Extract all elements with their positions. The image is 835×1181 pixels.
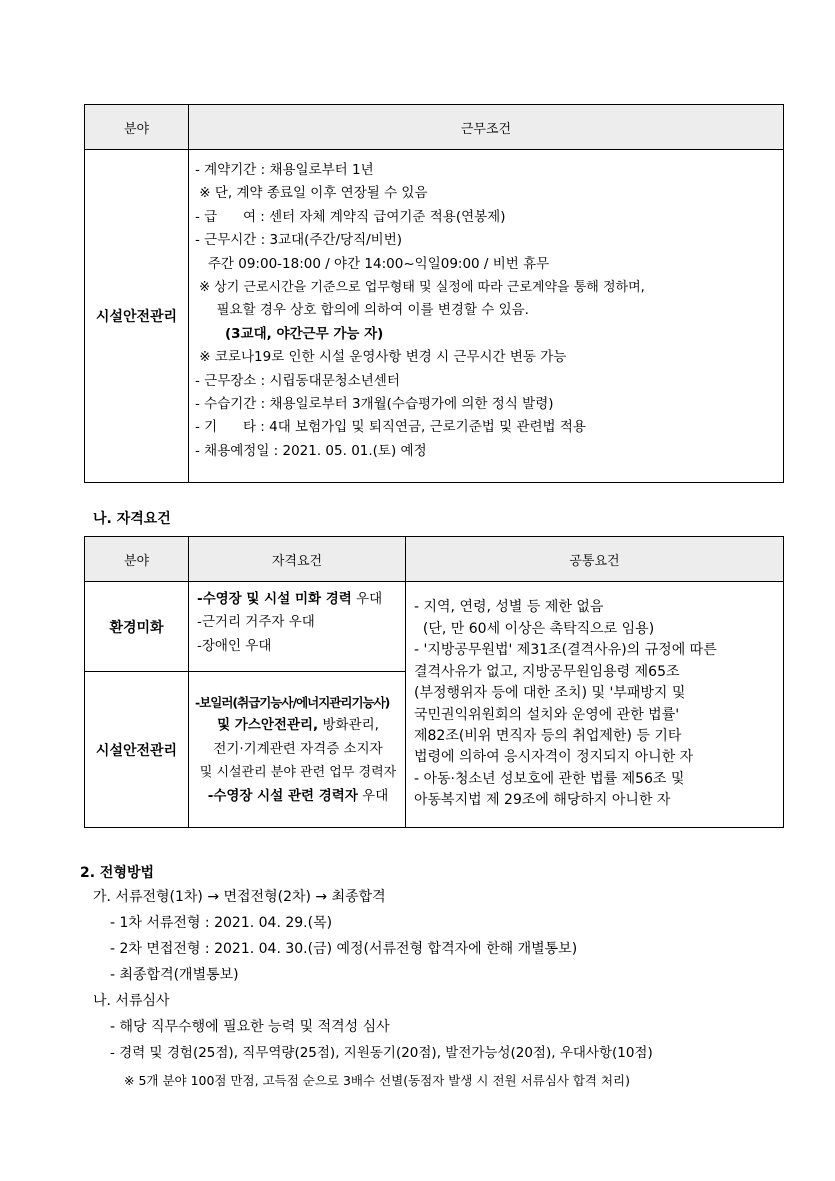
condition-line: 주간 09:00-18:00 / 야간 14:00~익일09:00 / 비번 휴무: [195, 255, 550, 272]
review-item: - 해당 직무수행에 필요한 능력 및 적격성 심사: [110, 1019, 390, 1035]
selection-item: - 2차 면접전형 : 2021. 04. 30.(금) 예정(서류전형 합격자에 한해 개별통보): [110, 941, 578, 957]
row-label-cleaning: 환경미화: [85, 582, 189, 672]
common-line: 결격사유가 없고, 지방공무원임용령 제65조: [414, 663, 680, 680]
requirement-text: 방화관리,: [318, 717, 379, 734]
document-review-title: 나. 서류심사: [93, 993, 170, 1009]
review-item: - 경력 및 경험(25점), 직무역량(25점), 지원동기(20점), 발전가능성(20점), 우대사항(10점): [110, 1045, 653, 1061]
requirement-bold: 및 가스안전관리,: [217, 717, 319, 734]
requirement-bold: -수영장 및 시설 미화 경력: [197, 591, 352, 607]
requirement-text: 전기·기계관련 자격증 소지자: [213, 740, 383, 757]
requirement-text: -장애인 우대: [197, 637, 272, 654]
condition-line: - 근무장소 : 시립동대문청소년센터: [195, 372, 400, 389]
condition-line: - 근무시간 : 3교대(주간/당직/비번): [195, 232, 403, 249]
requirement-bold: -수영장 시설 관련 경력자: [207, 787, 358, 804]
common-line: - '지방공무원법' 제31조(결격사유)의 규정에 따른: [414, 642, 717, 659]
common-line: - 아동·청소년 성보호에 관한 법률 제56조 및: [414, 770, 685, 787]
review-note: ※ 5개 분야 100점 만점, 고득점 순으로 3배수 선별(동점자 발생 시 전원 서류심사 합격 처리): [124, 1073, 630, 1088]
condition-line: - 계약기간 : 채용일로부터 1년: [195, 162, 374, 178]
common-line: (부정행위자 등에 대한 조치) 및 '부패방지 및: [414, 685, 686, 702]
condition-line: ※ 상기 근로시간을 기준으로 업무형태 및 실정에 따라 근로계약을 통해 정하며,: [195, 280, 645, 296]
common-line: 국민권익위원회의 설치와 운영에 관한 법률': [414, 706, 680, 723]
condition-line: 필요할 경우 상호 합의에 의하여 이를 변경할 수 있음.: [195, 302, 529, 319]
selection-item: - 최종합격(개별통보): [110, 967, 239, 983]
requirement-text: 및 시설관리 분야 관련 업무 경력자: [199, 765, 397, 781]
row-label-facility-safety: 시설안전관리: [85, 672, 189, 828]
work-conditions-table: [84, 104, 784, 483]
header-field: 분야: [85, 537, 189, 582]
header-field: 분야: [85, 105, 189, 150]
cleaning-requirements-cell: [189, 582, 406, 672]
qualifications-table: [84, 536, 784, 828]
requirement-text: 우대: [357, 787, 389, 804]
section-selection-method-title: 2. 전형방법: [80, 865, 155, 881]
condition-line-bold: (3교대, 야간근무 가능 자): [225, 325, 384, 342]
condition-line: - 급 여 : 센터 자체 계약직 급여기준 적용(연봉제): [195, 208, 506, 225]
common-line: 제82조(비위 면직자 등의 취업제한) 등 기타: [414, 727, 682, 744]
header-qualifications: 자격요건: [189, 537, 406, 582]
common-requirements-cell: [406, 582, 784, 828]
row-label-facility-safety: 시설안전관리: [85, 150, 189, 483]
selection-steps: 가. 서류전형(1차) → 면접전형(2차) → 최종합격: [93, 889, 386, 905]
work-conditions-cell: [189, 150, 784, 483]
requirement-text: -근거리 거주자 우대: [197, 614, 315, 631]
selection-item: - 1차 서류전형 : 2021. 04. 29.(목): [110, 915, 333, 931]
requirement-text: 우대: [351, 591, 383, 607]
facility-requirements-cell: [189, 672, 406, 828]
condition-line: - 수습기간 : 채용일로부터 3개월(수습평가에 의한 정식 발령): [195, 396, 554, 413]
condition-line: ※ 단, 계약 종료일 이후 연장될 수 있음: [195, 185, 428, 202]
section-qualifications-title: 나. 자격요건: [93, 511, 171, 527]
common-line: (단, 만 60세 이상은 촉탁직으로 임용): [414, 620, 655, 637]
header-common-requirements: 공통요건: [406, 537, 784, 582]
condition-line: - 기 타 : 4대 보험가입 및 퇴직연금, 근로기준법 및 관련법 적용: [195, 419, 586, 436]
common-line: 법령에 의하여 응시자격이 정지되지 아니한 자: [414, 749, 694, 766]
condition-line: ※ 코로나19로 인한 시설 운영사항 변경 시 근무시간 변동 가능: [195, 349, 567, 366]
condition-line: - 채용예정일 : 2021. 05. 01.(토) 예정: [195, 442, 427, 459]
requirement-bold: -보일러(취급기능사/에너지관리기능사): [195, 694, 390, 710]
header-work-conditions: 근무조건: [189, 105, 784, 150]
common-line: - 지역, 연령, 성별 등 제한 없음: [414, 599, 604, 616]
common-line: 아동복지법 제 29조에 해당하지 아니한 자: [414, 792, 671, 809]
